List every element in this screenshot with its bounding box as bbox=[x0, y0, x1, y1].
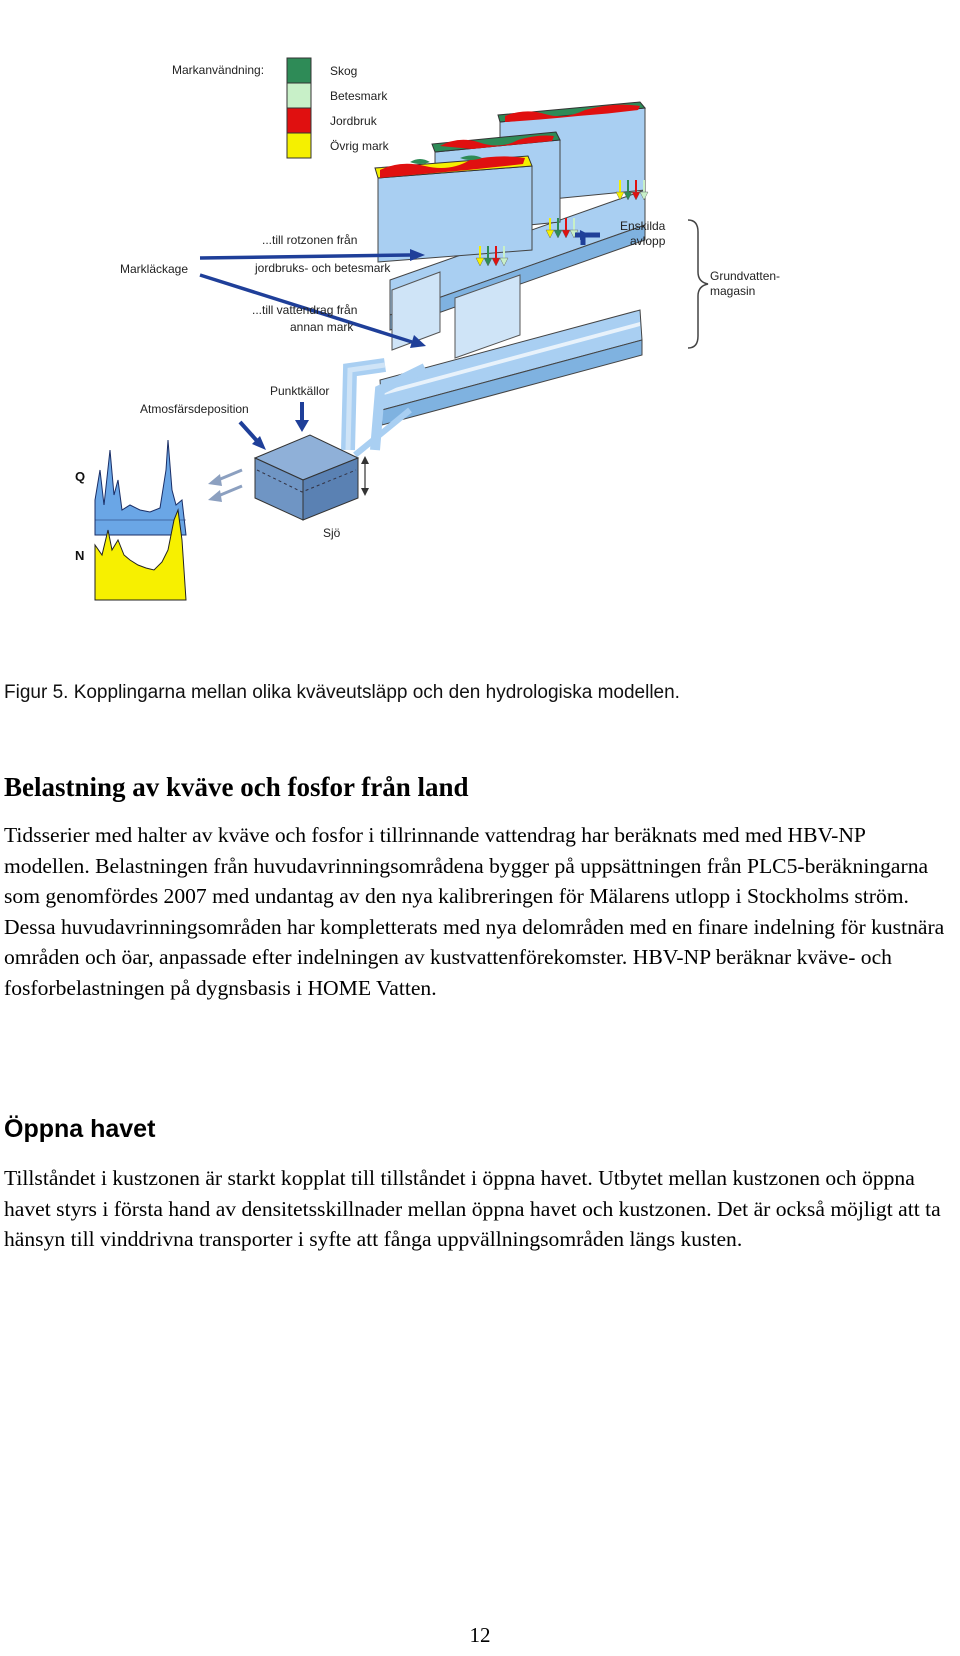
label-enskilda-2: avlopp bbox=[630, 234, 666, 248]
legend-swatch bbox=[287, 83, 311, 108]
deposition-arrow bbox=[240, 422, 258, 442]
hydrological-model-figure bbox=[75, 50, 840, 650]
section-body-open-sea: Tillståndet i kustzonen är starkt kopplat till tillståndet i öppna havet. Utbytet mellan kustzonen och öppna havet styrs i första hand av densitetsskillnader mellan öppna havet och kustzonen. Det är också möjligt att ta hänsyn till vinddrivna transporter i syfte att fånga uppvällningsområden längs kusten. bbox=[4, 1166, 941, 1251]
label-q: Q bbox=[75, 469, 86, 484]
label-sjö: Sjö bbox=[323, 526, 341, 540]
legend-swatch bbox=[287, 133, 311, 158]
figure-diagram bbox=[75, 50, 840, 650]
label-enskilda-1: Enskilda bbox=[620, 219, 666, 233]
land-use-legend bbox=[287, 58, 390, 158]
legend-swatch bbox=[287, 58, 311, 83]
label-punktkällor: Punktkällor bbox=[270, 384, 330, 398]
section-heading-open-sea: Öppna havet bbox=[4, 1115, 156, 1143]
label-markläckage: Markläckage bbox=[120, 262, 189, 276]
legend-label: Jordbruk bbox=[330, 114, 377, 128]
legend-title: Markanvändning: bbox=[172, 63, 265, 77]
label-rotzon-1: ...till rotzonen från bbox=[262, 233, 358, 247]
outflow-arrows bbox=[208, 470, 242, 502]
legend-swatch bbox=[287, 108, 311, 133]
label-grundvatten-1: Grundvatten- bbox=[710, 269, 781, 283]
label-n: N bbox=[75, 548, 85, 563]
q-timeseries bbox=[95, 440, 186, 535]
label-vattendrag-2: annan mark bbox=[290, 320, 354, 334]
legend-label: Betesmark bbox=[330, 89, 388, 103]
label-rotzon-2: jordbruks- och betesmark bbox=[255, 261, 391, 275]
legend-label: Övrig mark bbox=[330, 139, 389, 153]
section-body-land-load: Tidsserier med halter av kväve och fosfor i tillrinnande vattendrag har beräknats med med HBV-NP modellen. Belastningen från huvudavrinningsområdena bygger på uppsättningen från PLC5-beräkningarna som genomfördes 2007 med undantag av den nya kalibreringen för Mälarens utlopp i Stockholms ström. Dessa huvudavrinningsområden har kompletterats med nya delområden med en finare indelning för kustnära områden och öar, anpassade efter indelningen av kustvattenförekomster. HBV-NP beräknar kväve- och fosforbelastningen på dygnsbasis i HOME Vatten. bbox=[4, 823, 945, 1000]
label-grundvatten-2: magasin bbox=[710, 284, 756, 298]
figure-caption: Figur 5. Kopplingarna mellan olika kväveutsläpp och den hydrologiska modellen. bbox=[4, 682, 680, 703]
page-number: 12 bbox=[469, 1623, 491, 1647]
label-atmosfär: Atmosfärsdeposition bbox=[140, 402, 249, 416]
legend-label: Skog bbox=[330, 64, 358, 78]
label-vattendrag-1: ...till vattendrag från bbox=[252, 303, 358, 317]
section-heading-land-load: Belastning av kväve och fosfor från land bbox=[4, 772, 469, 802]
groundwater-brace bbox=[688, 220, 708, 348]
